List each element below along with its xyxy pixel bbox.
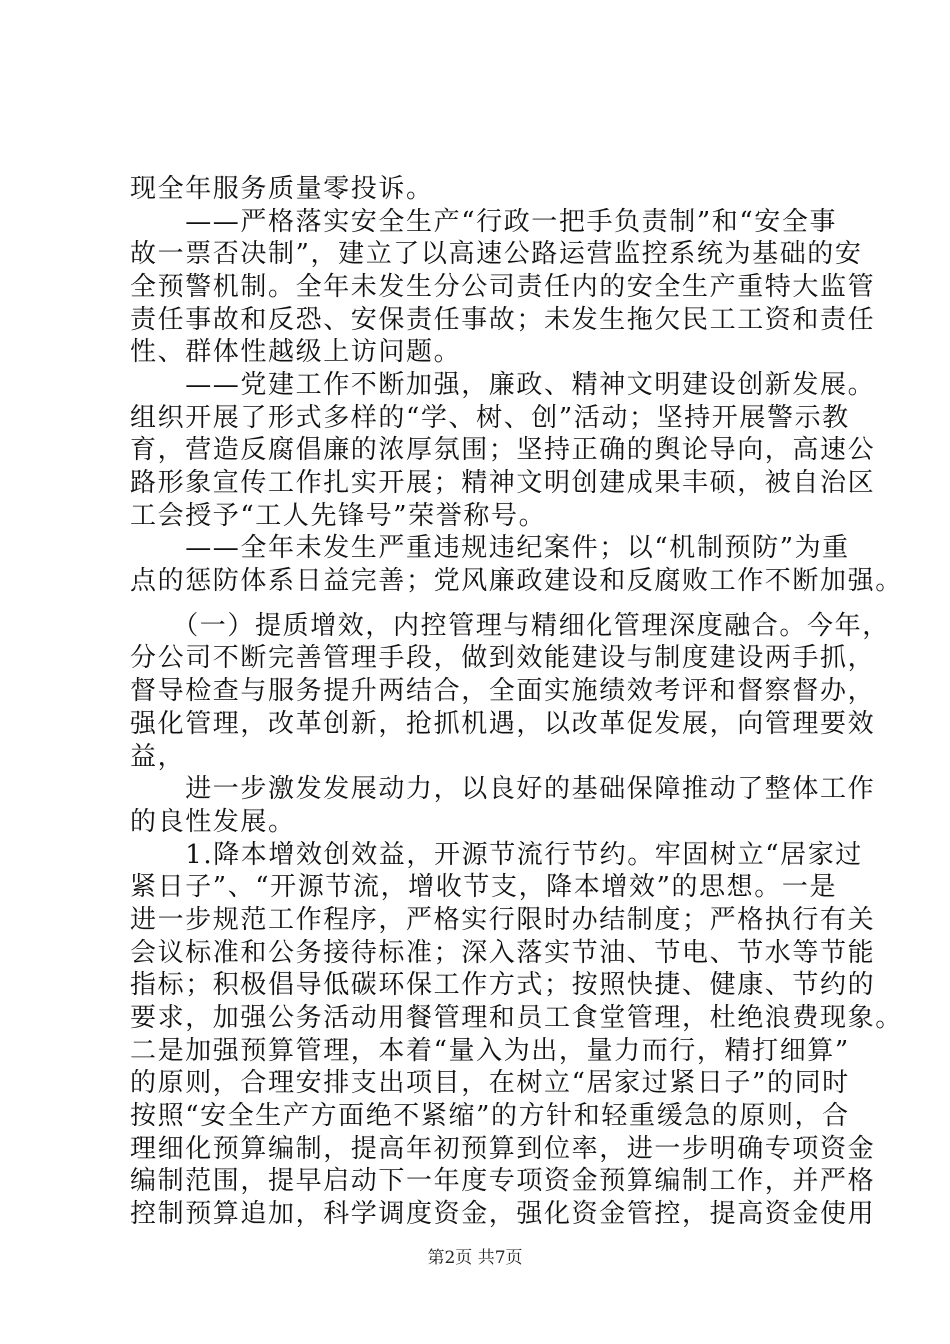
text-line: 故一票否决制”，建立了以高速公路运营监控系统为基础的安 <box>130 239 863 269</box>
text-line: 紧日子”、“开源节流，增收节支，降本增效”的思想。一是 <box>130 872 838 902</box>
text-line: 指标；积极倡导低碳环保工作方式；按照快捷、健康、节约的 <box>130 970 876 1000</box>
text-line: 编制范围，提早启动下一年度专项资金预算编制工作，并严格 <box>130 1166 876 1196</box>
text-line: 现全年服务质量零投诉。 <box>130 174 434 204</box>
text-line: 工会授予“工人先锋号”荣誉称号。 <box>130 501 547 531</box>
text-line: 的原则，合理安排支出项目，在树立“居家过紧日子”的同时 <box>130 1068 850 1098</box>
text-line: 按照“安全生产方面绝不紧缩”的方针和轻重缓急的原则，合 <box>130 1101 850 1131</box>
text-line: 督导检查与服务提升两结合，全面实施绩效考评和督察督办， <box>130 676 876 706</box>
text-line: （一）提质增效，内控管理与精细化管理深度融合。今年， <box>130 611 890 641</box>
text-line: 进一步激发发展动力，以良好的基础保障推动了整体工作 <box>130 774 876 804</box>
text-line: 二是加强预算管理，本着“量入为出，量力而行，精打细算” <box>130 1036 850 1066</box>
text-line: 理细化预算编制，提高年初预算到位率，进一步明确专项资金 <box>130 1134 876 1164</box>
text-line: 分公司不断完善管理手段，做到效能建设与制度建设两手抓， <box>130 643 876 673</box>
text-line: 路形象宣传工作扎实开展；精神文明创建成果丰硕，被自治区 <box>130 468 876 498</box>
text-line: 点的惩防体系日益完善；党风廉政建设和反腐败工作不断加强。 <box>130 566 903 596</box>
text-line: 育，营造反腐倡廉的浓厚氛围；坚持正确的舆论导向，高速公 <box>130 435 876 465</box>
text-line: ——严格落实安全生产“行政一把手负责制”和“安全事 <box>130 207 838 237</box>
text-line: 的良性发展。 <box>130 807 296 837</box>
page-number-footer: 第2页 共7页 <box>427 1248 523 1268</box>
text-line: 会议标准和公务接待标准；深入落实节油、节电、节水等节能 <box>130 938 876 968</box>
text-line: 性、群体性越级上访问题。 <box>130 337 462 367</box>
text-line: 1.降本增效创效益，开源节流行节约。牢固树立“居家过 <box>130 840 863 870</box>
text-line: 控制预算追加，科学调度资金，强化资金管控，提高资金使用 <box>130 1199 876 1229</box>
text-line: 进一步规范工作程序，严格实行限时办结制度；严格执行有关 <box>130 905 876 935</box>
text-line: 组织开展了形式多样的“学、树、创”活动；坚持开展警示教 <box>130 403 850 433</box>
text-line: 责任事故和反恐、安保责任事故；未发生拖欠民工工资和责任 <box>130 305 876 335</box>
text-line: 全预警机制。全年未发生分公司责任内的安全生产重特大监管 <box>130 272 876 302</box>
text-line: ——党建工作不断加强，廉政、精神文明建设创新发展。 <box>130 370 876 400</box>
text-line: ——全年未发生严重违规违纪案件；以“机制预防”为重 <box>130 533 850 563</box>
text-line: 强化管理，改革创新，抢抓机遇，以改革促发展，向管理要效 <box>130 709 876 739</box>
text-line: 要求，加强公务活动用餐管理和员工食堂管理，杜绝浪费现象。 <box>130 1003 903 1033</box>
text-line: 益， <box>130 742 186 772</box>
